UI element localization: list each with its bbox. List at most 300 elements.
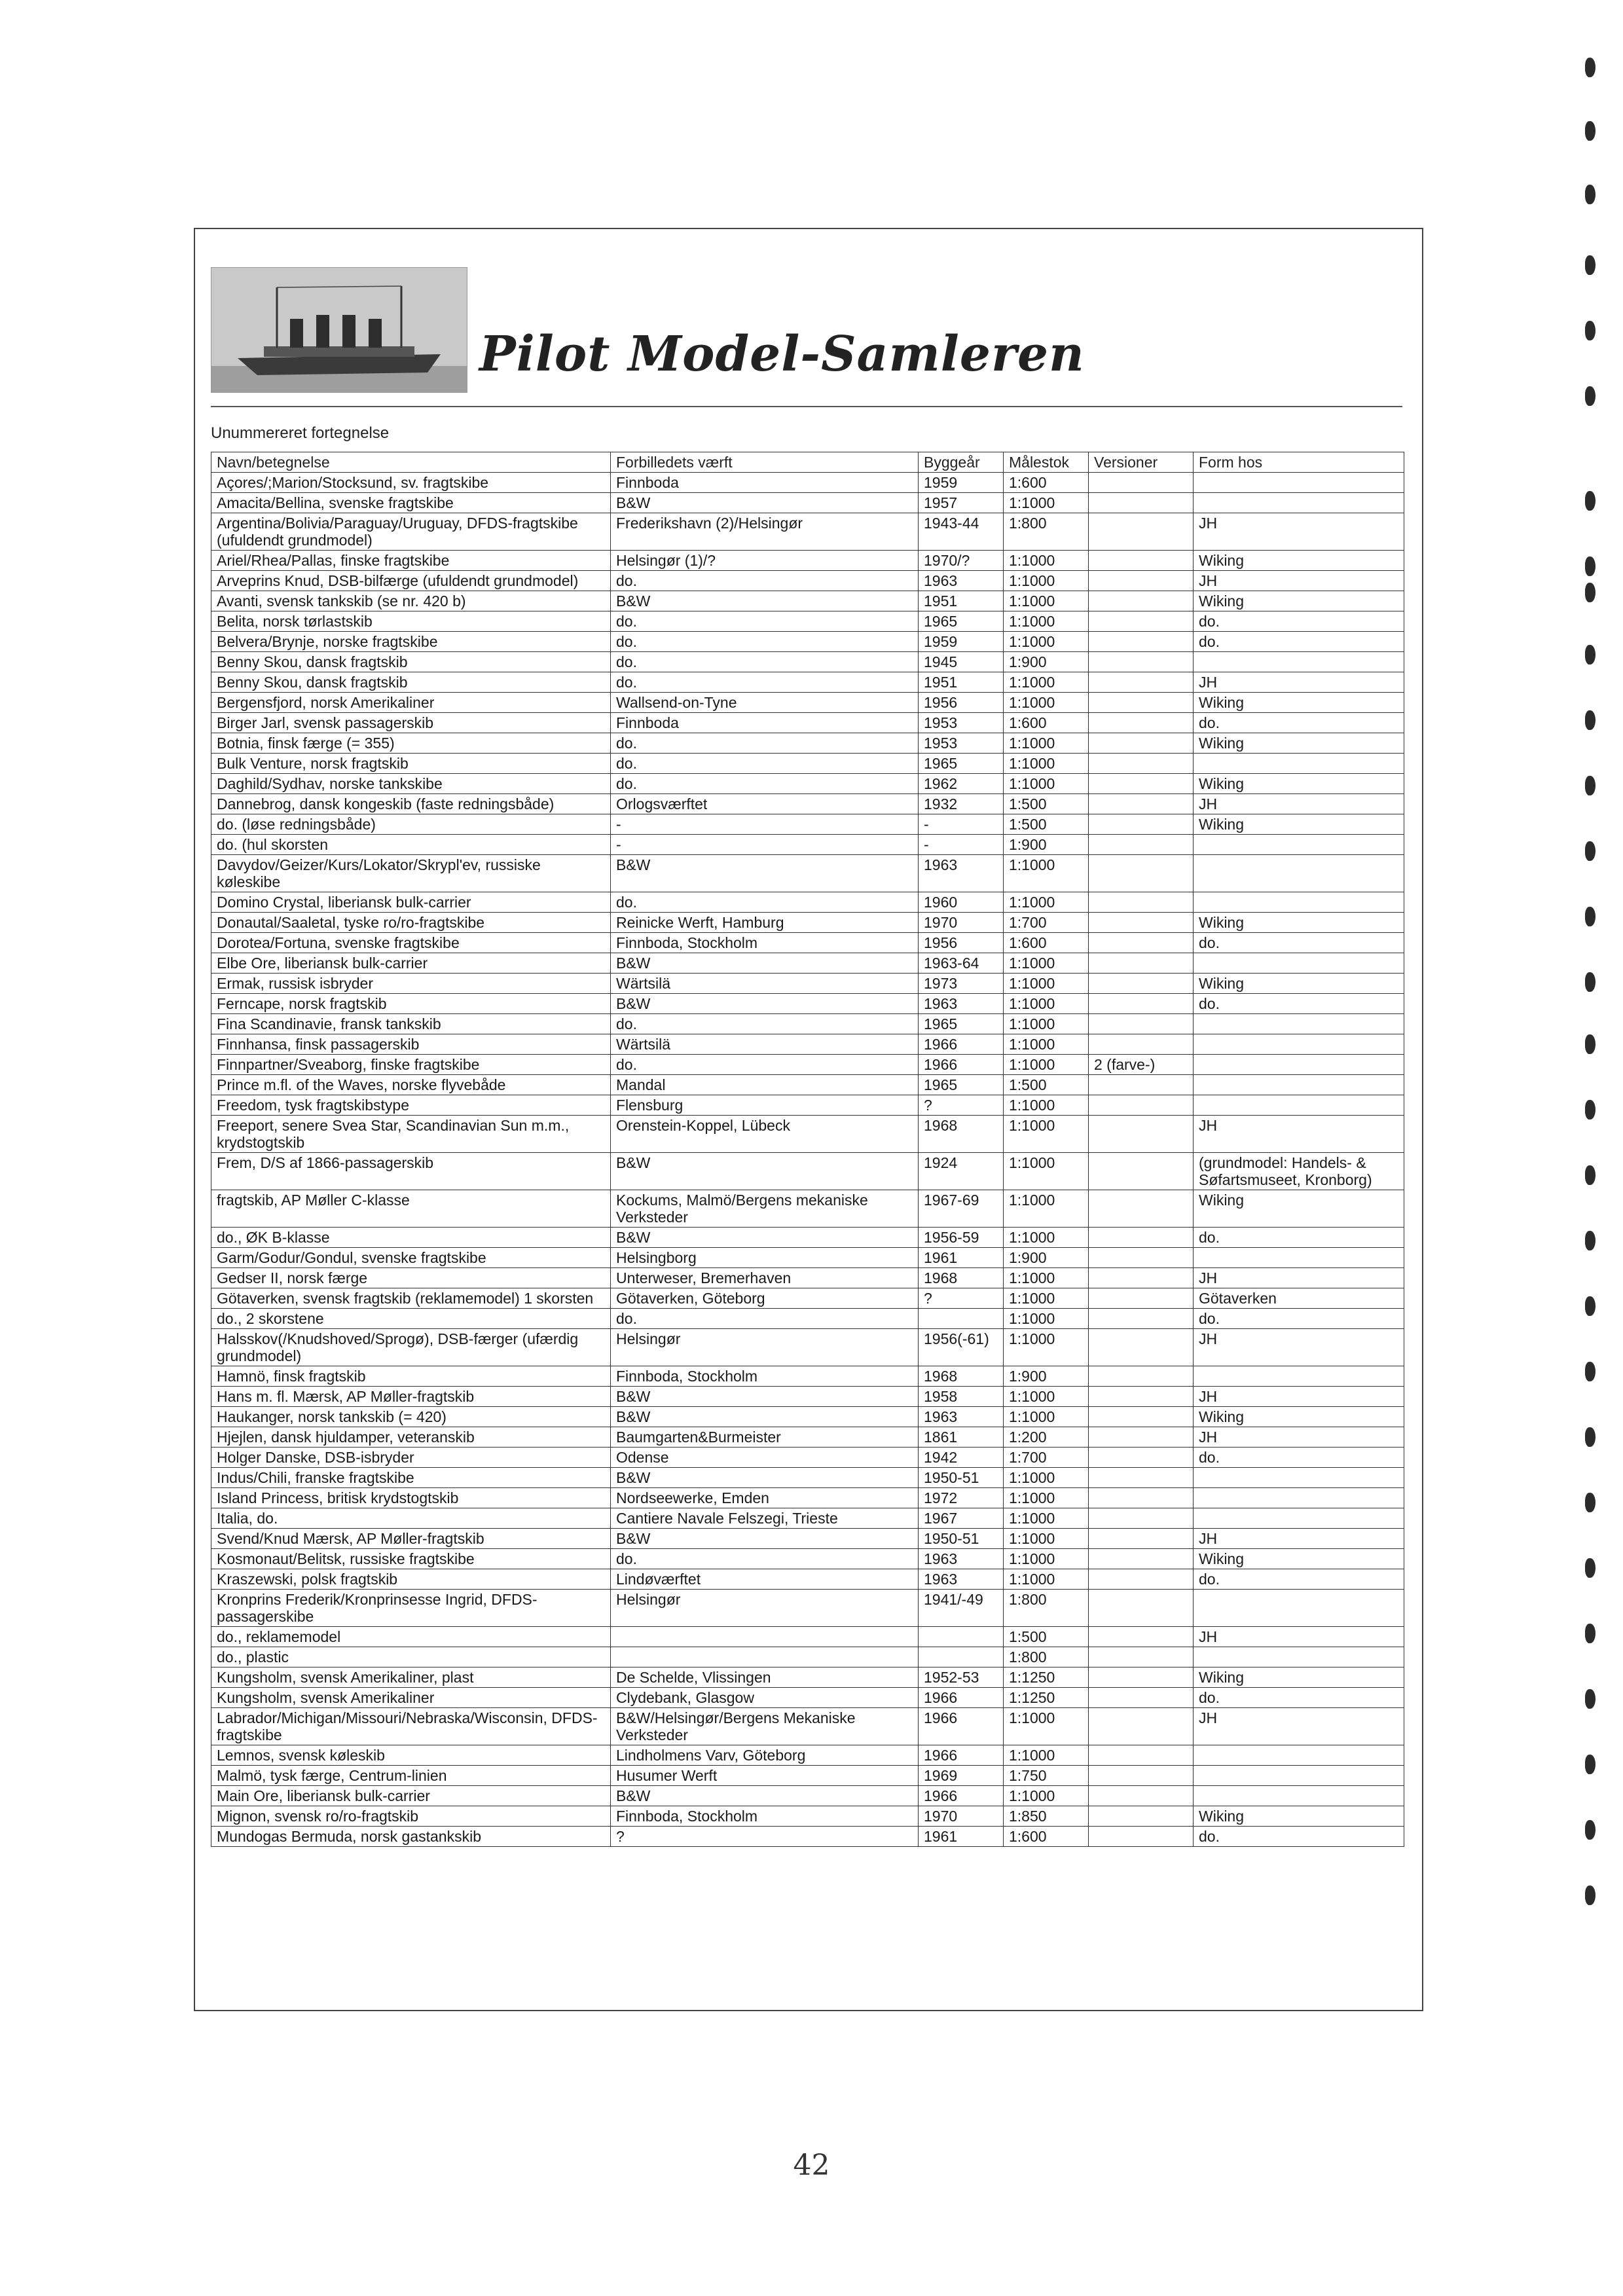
cell-scale: 1:1000: [1004, 1268, 1089, 1288]
cell-shipyard: Helsingborg: [611, 1248, 919, 1268]
cell-name: Hamnö, finsk fragtskib: [211, 1366, 611, 1387]
cell-shipyard: Götaverken, Göteborg: [611, 1288, 919, 1309]
cell-versions: [1089, 513, 1194, 551]
cell-build-year: 1956: [919, 933, 1004, 953]
cell-scale: 1:1000: [1004, 1786, 1089, 1806]
cell-shipyard: Finnboda, Stockholm: [611, 1806, 919, 1827]
cell-build-year: 1963-64: [919, 953, 1004, 974]
cell-versions: [1089, 1228, 1194, 1248]
cell-name: Dorotea/Fortuna, svenske fragtskibe: [211, 933, 611, 953]
cell-build-year: ?: [919, 1095, 1004, 1116]
binding-hole-icon: [1585, 185, 1596, 204]
cell-form-by: Wiking: [1194, 1667, 1404, 1688]
binding-hole-icon: [1585, 491, 1596, 511]
cell-name: Domino Crystal, liberiansk bulk-carrier: [211, 892, 611, 913]
binding-hole-icon: [1585, 1820, 1596, 1840]
cell-name: Birger Jarl, svensk passagerskib: [211, 713, 611, 733]
cell-scale: 1:1000: [1004, 892, 1089, 913]
cell-name: Malmö, tysk færge, Centrum-linien: [211, 1766, 611, 1786]
binding-hole-icon: [1585, 1755, 1596, 1774]
cell-form-by: JH: [1194, 571, 1404, 591]
cell-name: Hans m. fl. Mærsk, AP Møller-fragtskib: [211, 1387, 611, 1407]
cell-build-year: 1970: [919, 913, 1004, 933]
cell-form-by: Wiking: [1194, 591, 1404, 611]
binding-hole-icon: [1585, 1886, 1596, 1905]
cell-build-year: 1963: [919, 1407, 1004, 1427]
column-header-build-year: Byggeår: [919, 452, 1004, 473]
cell-scale: 1:1000: [1004, 754, 1089, 774]
cell-build-year: 1951: [919, 591, 1004, 611]
cell-name: Ariel/Rhea/Pallas, finske fragtskibe: [211, 551, 611, 571]
binding-hole-icon: [1585, 121, 1596, 141]
cell-shipyard: do.: [611, 1549, 919, 1569]
table-row: [211, 1248, 1404, 1268]
cell-shipyard: -: [611, 835, 919, 855]
ship-logo-image: [211, 267, 467, 393]
cell-form-by: [1194, 1248, 1404, 1268]
cell-scale: 1:1000: [1004, 1745, 1089, 1766]
cell-name: Elbe Ore, liberiansk bulk-carrier: [211, 953, 611, 974]
table-row: [211, 1766, 1404, 1786]
cell-scale: 1:1000: [1004, 1014, 1089, 1034]
table-row: [211, 493, 1404, 513]
cell-name: Labrador/Michigan/Missouri/Nebraska/Wisconsin, DFDS-fragtskibe: [211, 1708, 611, 1745]
cell-versions: [1089, 774, 1194, 794]
cell-shipyard: do.: [611, 611, 919, 632]
cell-versions: [1089, 1708, 1194, 1745]
cell-scale: 1:1000: [1004, 1309, 1089, 1329]
cell-form-by: do.: [1194, 1569, 1404, 1590]
cell-form-by: do.: [1194, 994, 1404, 1014]
cell-shipyard: do.: [611, 1014, 919, 1034]
table-row: [211, 1806, 1404, 1827]
cell-versions: [1089, 652, 1194, 672]
table-row: [211, 1407, 1404, 1427]
cell-shipyard: B&W: [611, 1468, 919, 1488]
cell-name: Halsskov(/Knudshoved/Sprogø), DSB-færger (ufærdig grundmodel): [211, 1329, 611, 1366]
table-row: [211, 1153, 1404, 1190]
cell-scale: 1:600: [1004, 473, 1089, 493]
model-table-container: [211, 452, 1404, 1847]
cell-versions: [1089, 1688, 1194, 1708]
table-row: [211, 974, 1404, 994]
cell-form-by: JH: [1194, 1329, 1404, 1366]
table-row: [211, 794, 1404, 814]
binding-hole-icon: [1585, 255, 1596, 275]
cell-scale: 1:1250: [1004, 1688, 1089, 1708]
cell-scale: 1:500: [1004, 1627, 1089, 1647]
cell-build-year: 1962: [919, 774, 1004, 794]
binding-hole-icon: [1585, 1558, 1596, 1578]
cell-scale: 1:850: [1004, 1806, 1089, 1827]
table-row: [211, 713, 1404, 733]
cell-shipyard: Nordseewerke, Emden: [611, 1488, 919, 1508]
cell-name: Açores/;Marion/Stocksund, sv. fragtskibe: [211, 473, 611, 493]
cell-versions: [1089, 1034, 1194, 1055]
cell-build-year: 1950-51: [919, 1468, 1004, 1488]
binding-hole-icon: [1585, 1034, 1596, 1054]
cell-scale: 1:1000: [1004, 1288, 1089, 1309]
cell-shipyard: Kockums, Malmö/Bergens mekaniske Verksteder: [611, 1190, 919, 1228]
cell-shipyard: B&W/Helsingør/Bergens Mekaniske Verksteder: [611, 1708, 919, 1745]
cell-scale: 1:1000: [1004, 1190, 1089, 1228]
cell-form-by: [1194, 1075, 1404, 1095]
cell-name: Italia, do.: [211, 1508, 611, 1529]
table-row: [211, 814, 1404, 835]
cell-build-year: 1956(-61): [919, 1329, 1004, 1366]
cell-form-by: [1194, 1014, 1404, 1034]
cell-scale: 1:1000: [1004, 611, 1089, 632]
table-row: [211, 1627, 1404, 1647]
table-row: [211, 551, 1404, 571]
table-row: [211, 1055, 1404, 1075]
binding-hole-icon: [1585, 1296, 1596, 1316]
table-row: [211, 835, 1404, 855]
cell-form-by: [1194, 1786, 1404, 1806]
cell-scale: 1:1000: [1004, 1708, 1089, 1745]
cell-versions: 2 (farve-): [1089, 1055, 1194, 1075]
cell-form-by: Wiking: [1194, 551, 1404, 571]
cell-shipyard: do.: [611, 1309, 919, 1329]
column-header-versions: Versioner: [1089, 452, 1194, 473]
cell-scale: 1:900: [1004, 835, 1089, 855]
table-row: [211, 1529, 1404, 1549]
cell-versions: [1089, 1786, 1194, 1806]
cell-shipyard: B&W: [611, 1153, 919, 1190]
table-row: [211, 473, 1404, 493]
cell-form-by: [1194, 1745, 1404, 1766]
header-divider: [211, 406, 1402, 407]
cell-name: Freedom, tysk fragtskibstype: [211, 1095, 611, 1116]
cell-versions: [1089, 974, 1194, 994]
cell-shipyard: Frederikshavn (2)/Helsingør: [611, 513, 919, 551]
cell-scale: 1:1000: [1004, 855, 1089, 892]
cell-build-year: 1968: [919, 1116, 1004, 1153]
cell-versions: [1089, 733, 1194, 754]
cell-versions: [1089, 892, 1194, 913]
cell-form-by: [1194, 493, 1404, 513]
cell-name: Bergensfjord, norsk Amerikaliner: [211, 693, 611, 713]
cell-versions: [1089, 1014, 1194, 1034]
cell-build-year: 1959: [919, 473, 1004, 493]
cell-shipyard: Husumer Werft: [611, 1766, 919, 1786]
binding-hole-icon: [1585, 321, 1596, 340]
cell-shipyard: Helsingør (1)/?: [611, 551, 919, 571]
cell-versions: [1089, 713, 1194, 733]
table-row: [211, 933, 1404, 953]
cell-shipyard: Finnboda: [611, 473, 919, 493]
cell-versions: [1089, 1153, 1194, 1190]
cell-name: Mignon, svensk ro/ro-fragtskib: [211, 1806, 611, 1827]
page-number: 42: [793, 2149, 830, 2182]
cell-shipyard: do.: [611, 892, 919, 913]
cell-name: Davydov/Geizer/Kurs/Lokator/Skrypl'ev, russiske køleskibe: [211, 855, 611, 892]
cell-versions: [1089, 1366, 1194, 1387]
cell-scale: 1:1000: [1004, 1569, 1089, 1590]
cell-name: do., plastic: [211, 1647, 611, 1667]
cell-form-by: do.: [1194, 1827, 1404, 1847]
cell-form-by: do.: [1194, 1688, 1404, 1708]
cell-build-year: ?: [919, 1288, 1004, 1309]
table-row: [211, 1387, 1404, 1407]
cell-shipyard: Wärtsilä: [611, 1034, 919, 1055]
cell-versions: [1089, 1508, 1194, 1529]
cell-name: Gedser II, norsk færge: [211, 1268, 611, 1288]
cell-name: Benny Skou, dansk fragtskib: [211, 672, 611, 693]
cell-scale: 1:1000: [1004, 551, 1089, 571]
table-header-row: [211, 452, 1404, 473]
table-row: [211, 1366, 1404, 1387]
cell-shipyard: do.: [611, 733, 919, 754]
cell-shipyard: [611, 1647, 919, 1667]
cell-name: Daghild/Sydhav, norske tankskibe: [211, 774, 611, 794]
table-body: [211, 473, 1404, 1847]
cell-scale: 1:500: [1004, 794, 1089, 814]
ship-silhouette-icon: [211, 268, 467, 392]
cell-build-year: [919, 1309, 1004, 1329]
cell-scale: 1:800: [1004, 1590, 1089, 1627]
cell-versions: [1089, 953, 1194, 974]
cell-form-by: JH: [1194, 1529, 1404, 1549]
table-row: [211, 693, 1404, 713]
cell-build-year: 1966: [919, 1708, 1004, 1745]
cell-versions: [1089, 551, 1194, 571]
cell-name: do., reklamemodel: [211, 1627, 611, 1647]
cell-shipyard: B&W: [611, 1407, 919, 1427]
cell-name: Benny Skou, dansk fragtskib: [211, 652, 611, 672]
binding-hole-icon: [1585, 1165, 1596, 1185]
cell-scale: 1:1000: [1004, 1549, 1089, 1569]
cell-form-by: Wiking: [1194, 1190, 1404, 1228]
cell-scale: 1:600: [1004, 1827, 1089, 1847]
cell-versions: [1089, 1329, 1194, 1366]
cell-name: Belita, norsk tørlastskib: [211, 611, 611, 632]
cell-scale: 1:1000: [1004, 1116, 1089, 1153]
cell-scale: 1:900: [1004, 1248, 1089, 1268]
model-table: [211, 452, 1404, 1847]
cell-form-by: (grundmodel: Handels- & Søfartsmuseet, Kronborg): [1194, 1153, 1404, 1190]
cell-shipyard: do.: [611, 672, 919, 693]
cell-build-year: 1970/?: [919, 551, 1004, 571]
cell-scale: 1:1000: [1004, 974, 1089, 994]
table-row: [211, 672, 1404, 693]
cell-versions: [1089, 591, 1194, 611]
cell-build-year: 1943-44: [919, 513, 1004, 551]
table-row: [211, 1468, 1404, 1488]
binding-hole-icon: [1585, 556, 1596, 576]
cell-form-by: [1194, 754, 1404, 774]
binding-hole-icon: [1585, 1231, 1596, 1250]
cell-form-by: Wiking: [1194, 814, 1404, 835]
cell-form-by: Götaverken: [1194, 1288, 1404, 1309]
binding-hole-icon: [1585, 58, 1596, 77]
document-frame: [194, 228, 1423, 2011]
cell-scale: 1:1000: [1004, 953, 1089, 974]
cell-versions: [1089, 473, 1194, 493]
cell-shipyard: B&W: [611, 994, 919, 1014]
binding-hole-icon: [1585, 1100, 1596, 1120]
cell-name: Ermak, russisk isbryder: [211, 974, 611, 994]
cell-shipyard: Wärtsilä: [611, 974, 919, 994]
cell-shipyard: do.: [611, 652, 919, 672]
cell-scale: 1:600: [1004, 933, 1089, 953]
cell-shipyard: Finnboda, Stockholm: [611, 1366, 919, 1387]
cell-shipyard: B&W: [611, 1387, 919, 1407]
table-row: [211, 632, 1404, 652]
cell-name: Bulk Venture, norsk fragtskib: [211, 754, 611, 774]
cell-versions: [1089, 1647, 1194, 1667]
cell-form-by: JH: [1194, 1427, 1404, 1448]
cell-name: Garm/Godur/Gondul, svenske fragtskibe: [211, 1248, 611, 1268]
binding-hole-icon: [1585, 583, 1596, 602]
cell-scale: 1:500: [1004, 1075, 1089, 1095]
cell-scale: 1:1000: [1004, 1529, 1089, 1549]
cell-build-year: 1958: [919, 1387, 1004, 1407]
cell-name: Indus/Chili, franske fragtskibe: [211, 1468, 611, 1488]
table-row: [211, 1827, 1404, 1847]
cell-form-by: do.: [1194, 933, 1404, 953]
cell-build-year: 1963: [919, 855, 1004, 892]
table-row: [211, 774, 1404, 794]
cell-name: Botnia, finsk færge (= 355): [211, 733, 611, 754]
cell-build-year: 1970: [919, 1806, 1004, 1827]
cell-name: Svend/Knud Mærsk, AP Møller-fragtskib: [211, 1529, 611, 1549]
cell-build-year: 1951: [919, 672, 1004, 693]
cell-name: do. (hul skorsten: [211, 835, 611, 855]
table-row: [211, 1309, 1404, 1329]
cell-build-year: 1966: [919, 1055, 1004, 1075]
cell-name: Finnpartner/Sveaborg, finske fragtskibe: [211, 1055, 611, 1075]
cell-scale: 1:1000: [1004, 1153, 1089, 1190]
cell-form-by: JH: [1194, 513, 1404, 551]
cell-build-year: 1942: [919, 1448, 1004, 1468]
cell-form-by: JH: [1194, 672, 1404, 693]
cell-build-year: 1924: [919, 1153, 1004, 1190]
cell-name: Kungsholm, svensk Amerikaliner: [211, 1688, 611, 1708]
cell-form-by: do.: [1194, 713, 1404, 733]
binding-hole-icon: [1585, 645, 1596, 665]
cell-shipyard: Clydebank, Glasgow: [611, 1688, 919, 1708]
cell-shipyard: do.: [611, 632, 919, 652]
table-row: [211, 855, 1404, 892]
cell-name: Hjejlen, dansk hjuldamper, veteranskib: [211, 1427, 611, 1448]
binding-hole-icon: [1585, 1362, 1596, 1381]
cell-build-year: [919, 1627, 1004, 1647]
cell-shipyard: do.: [611, 774, 919, 794]
cell-scale: 1:700: [1004, 1448, 1089, 1468]
cell-scale: 1:1000: [1004, 1095, 1089, 1116]
cell-build-year: 1960: [919, 892, 1004, 913]
cell-name: Arveprins Knud, DSB-bilfærge (ufuldendt grundmodel): [211, 571, 611, 591]
cell-versions: [1089, 1569, 1194, 1590]
binding-hole-icon: [1585, 1427, 1596, 1447]
cell-build-year: 1963: [919, 1549, 1004, 1569]
cell-build-year: 1959: [919, 632, 1004, 652]
cell-shipyard: Lindholmens Varv, Göteborg: [611, 1745, 919, 1766]
cell-build-year: 1957: [919, 493, 1004, 513]
cell-form-by: [1194, 892, 1404, 913]
cell-form-by: [1194, 652, 1404, 672]
cell-build-year: -: [919, 835, 1004, 855]
cell-build-year: 1961: [919, 1248, 1004, 1268]
cell-form-by: Wiking: [1194, 913, 1404, 933]
cell-scale: 1:200: [1004, 1427, 1089, 1448]
cell-build-year: 1941/-49: [919, 1590, 1004, 1627]
binding-hole-icon: [1585, 1493, 1596, 1512]
cell-form-by: [1194, 1095, 1404, 1116]
cell-form-by: [1194, 1647, 1404, 1667]
cell-shipyard: Helsingør: [611, 1329, 919, 1366]
cell-form-by: Wiking: [1194, 1549, 1404, 1569]
table-row: [211, 513, 1404, 551]
cell-form-by: [1194, 855, 1404, 892]
cell-versions: [1089, 1288, 1194, 1309]
cell-versions: [1089, 794, 1194, 814]
cell-form-by: Wiking: [1194, 693, 1404, 713]
cell-form-by: [1194, 1508, 1404, 1529]
cell-versions: [1089, 632, 1194, 652]
cell-form-by: JH: [1194, 1627, 1404, 1647]
binding-hole-icon: [1585, 776, 1596, 795]
cell-build-year: 1956: [919, 693, 1004, 713]
cell-form-by: do.: [1194, 1309, 1404, 1329]
cell-shipyard: Helsingør: [611, 1590, 919, 1627]
cell-shipyard: B&W: [611, 591, 919, 611]
cell-versions: [1089, 1549, 1194, 1569]
brand-title: Pilot Model-Samleren: [479, 326, 1085, 382]
cell-name: Main Ore, liberiansk bulk-carrier: [211, 1786, 611, 1806]
cell-versions: [1089, 1745, 1194, 1766]
table-row: [211, 1708, 1404, 1745]
cell-form-by: Wiking: [1194, 1407, 1404, 1427]
cell-scale: 1:1000: [1004, 1468, 1089, 1488]
table-row: [211, 571, 1404, 591]
binding-hole-icon: [1585, 386, 1596, 406]
cell-name: Avanti, svensk tankskib (se nr. 420 b): [211, 591, 611, 611]
cell-name: Fina Scandinavie, fransk tankskib: [211, 1014, 611, 1034]
cell-shipyard: Baumgarten&Burmeister: [611, 1427, 919, 1448]
cell-shipyard: Odense: [611, 1448, 919, 1468]
cell-versions: [1089, 693, 1194, 713]
cell-scale: 1:1000: [1004, 1488, 1089, 1508]
cell-scale: 1:1000: [1004, 1034, 1089, 1055]
cell-shipyard: De Schelde, Vlissingen: [611, 1667, 919, 1688]
cell-form-by: [1194, 1766, 1404, 1786]
binding-hole-icon: [1585, 972, 1596, 992]
table-row: [211, 1549, 1404, 1569]
table-row: [211, 754, 1404, 774]
cell-form-by: [1194, 1590, 1404, 1627]
cell-build-year: 1965: [919, 1014, 1004, 1034]
cell-name: Amacita/Bellina, svenske fragtskibe: [211, 493, 611, 513]
cell-versions: [1089, 1248, 1194, 1268]
cell-shipyard: ?: [611, 1827, 919, 1847]
table-row: [211, 1488, 1404, 1508]
cell-form-by: JH: [1194, 1387, 1404, 1407]
table-row: [211, 1190, 1404, 1228]
cell-form-by: JH: [1194, 794, 1404, 814]
cell-versions: [1089, 1766, 1194, 1786]
cell-name: Finnhansa, finsk passagerskib: [211, 1034, 611, 1055]
cell-name: Mundogas Bermuda, norsk gastankskib: [211, 1827, 611, 1847]
cell-build-year: 1966: [919, 1034, 1004, 1055]
cell-versions: [1089, 1387, 1194, 1407]
table-row: [211, 1745, 1404, 1766]
table-row: [211, 1014, 1404, 1034]
table-row: [211, 1075, 1404, 1095]
table-row: [211, 953, 1404, 974]
cell-name: Island Princess, britisk krydstogtskib: [211, 1488, 611, 1508]
